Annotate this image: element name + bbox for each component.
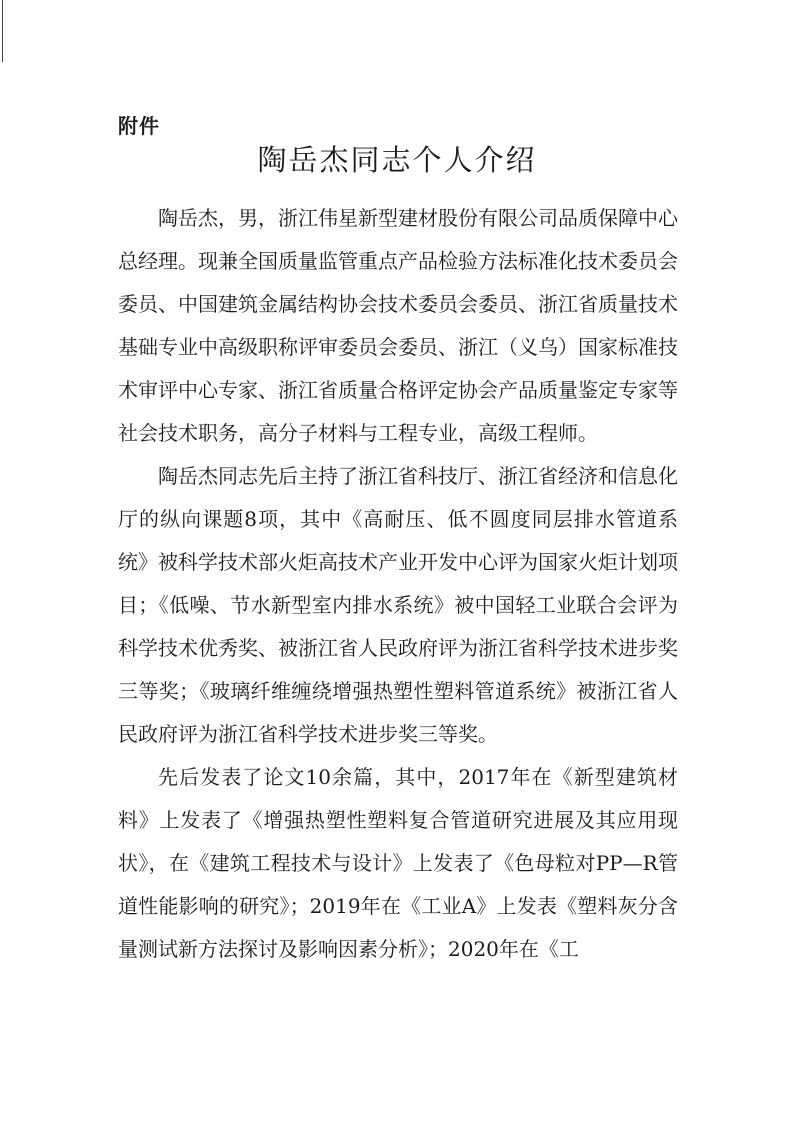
scan-edge-line — [2, 0, 3, 62]
paragraph-publications: 先后发表了论文10余篇，其中，2017年在《新型建筑材料》上发表了《增强热塑性塑料复合管道研究进展及其应用现状》，在《建筑工程技术与设计》上发表了《色母粒对PP—R管道性能影响的研究》；2019年在《工业A》上发表《塑料灰分含量测试新方法探讨及影响因素分析》；2020年在《工 — [118, 765, 678, 961]
attachment-label: 附件 — [118, 114, 160, 138]
paragraph-projects: 陶岳杰同志先后主持了浙江省科技厅、浙江省经济和信息化厅的纵向课题8项，其中《高耐压、低不圆度同层排水管道系统》被科学技术部火炬高技术产业开发中心评为国家火炬计划项目；《低噪、节水新型室内排水系统》被中国轻工业联合会评为科学技术优秀奖、被浙江省人民政府评为浙江省科学技术进步奖三等奖；《玻璃纤维缠绕增强热塑性塑料管道系统》被浙江省人民政府评为浙江省科学技术进步奖三等奖。 — [118, 464, 678, 746]
document-title: 陶岳杰同志个人介绍 — [257, 143, 537, 177]
document-body — [118, 197, 678, 971]
paragraph-profile: 陶岳杰，男，浙江伟星新型建材股份有限公司品质保障中心总经理。现兼全国质量监管重点产品检验方法标准化技术委员会委员、中国建筑金属结构协会技术委员会委员、浙江省质量技术基础专业中高级职称评审委员会委员、浙江（义乌）国家标准技术审评中心专家、浙江省质量合格评定协会产品质量鉴定专家等社会技术职务，高分子材料与工程专业，高级工程师。 — [118, 206, 678, 445]
